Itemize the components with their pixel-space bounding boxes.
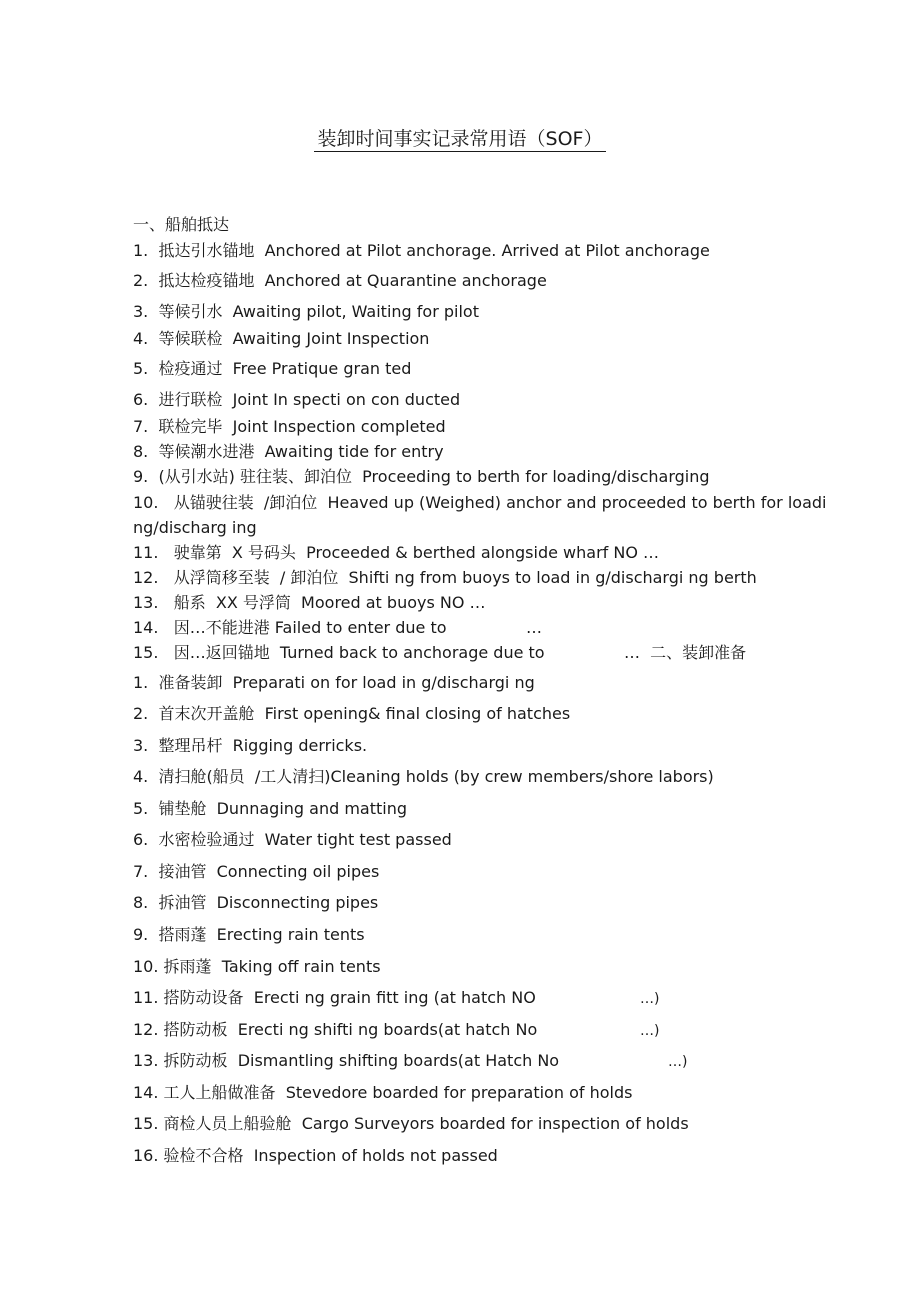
list-item: 4. 等候联检 Awaiting Joint Inspection (133, 329, 430, 348)
list-item: 9. 搭雨蓬 Erecting rain tents (133, 925, 365, 944)
document-title-text: 装卸时间事实记录常用语（SOF） (314, 128, 607, 152)
list-item: 15. 因…返回锚地 Turned back to anchorage due to (133, 643, 545, 662)
list-item: 7. 联检完毕 Joint Inspection completed (133, 417, 446, 436)
list-item: 7. 接油管 Connecting oil pipes (133, 862, 380, 881)
list-item-continuation: ng/discharg ing (133, 518, 257, 537)
list-item: 11. 驶靠第 X 号码头 Proceeded & berthed alongside wharf NO … (133, 543, 660, 562)
list-item: 10. 拆雨蓬 Taking off rain tents (133, 957, 381, 976)
ellipsis-marker: … (526, 618, 542, 637)
section-heading-preparation: … 二、装卸准备 (624, 643, 747, 662)
list-item: 2. 抵达检疫锚地 Anchored at Quarantine anchorage (133, 271, 547, 290)
list-item: 12. 从浮筒移至装 / 卸泊位 Shifti ng from buoys to load in g/dischargi ng berth (133, 568, 757, 587)
list-item: 5. 铺垫舱 Dunnaging and matting (133, 799, 408, 818)
list-item: 13. 船系 XX 号浮筒 Moored at buoys NO … (133, 593, 486, 612)
list-item: 3. 整理吊杆 Rigging derricks. (133, 736, 368, 755)
list-item: 10. 从锚驶往装 /卸泊位 Heaved up (Weighed) anchor and proceeded to berth for loadi (133, 493, 827, 512)
list-item: 12. 搭防动板 Erecti ng shifti ng boards(at hatch No (133, 1020, 538, 1039)
list-item: 9. (从引水站) 驻往装、卸泊位 Proceeding to berth for loading/discharging (133, 467, 710, 486)
ellipsis-marker: …) (668, 1054, 688, 1070)
list-item: 11. 搭防动设备 Erecti ng grain fitt ing (at hatch NO (133, 988, 536, 1007)
list-item: 1. 抵达引水锚地 Anchored at Pilot anchorage. Arrived at Pilot anchorage (133, 241, 710, 260)
list-item: 6. 进行联检 Joint In specti on con ducted (133, 390, 461, 409)
list-item: 15. 商检人员上船验舱 Cargo Surveyors boarded for inspection of holds (133, 1114, 689, 1133)
list-item: 4. 清扫舱(船员 /工人清扫)Cleaning holds (by crew members/shore labors) (133, 767, 714, 786)
list-item: 5. 检疫通过 Free Pratique gran ted (133, 359, 412, 378)
list-item: 14. 工人上船做准备 Stevedore boarded for preparation of holds (133, 1083, 633, 1102)
list-item: 13. 拆防动板 Dismantling shifting boards(at Hatch No (133, 1051, 560, 1070)
list-item: 8. 拆油管 Disconnecting pipes (133, 893, 379, 912)
list-item: 16. 验检不合格 Inspection of holds not passed (133, 1146, 498, 1165)
section-heading-arrival: 一、船舶抵达 (133, 215, 230, 234)
list-item: 14. 因…不能进港 Failed to enter due to (133, 618, 447, 637)
ellipsis-marker: …) (640, 991, 660, 1007)
list-item: 2. 首末次开盖舱 First opening& final closing of hatches (133, 704, 571, 723)
list-item: 6. 水密检验通过 Water tight test passed (133, 830, 452, 849)
list-item: 8. 等候潮水进港 Awaiting tide for entry (133, 442, 444, 461)
document-title (0, 126, 920, 152)
list-item: 3. 等候引水 Awaiting pilot, Waiting for pilot (133, 302, 479, 321)
ellipsis-marker: …) (640, 1023, 660, 1039)
list-item: 1. 准备装卸 Preparati on for load in g/dischargi ng (133, 673, 535, 692)
